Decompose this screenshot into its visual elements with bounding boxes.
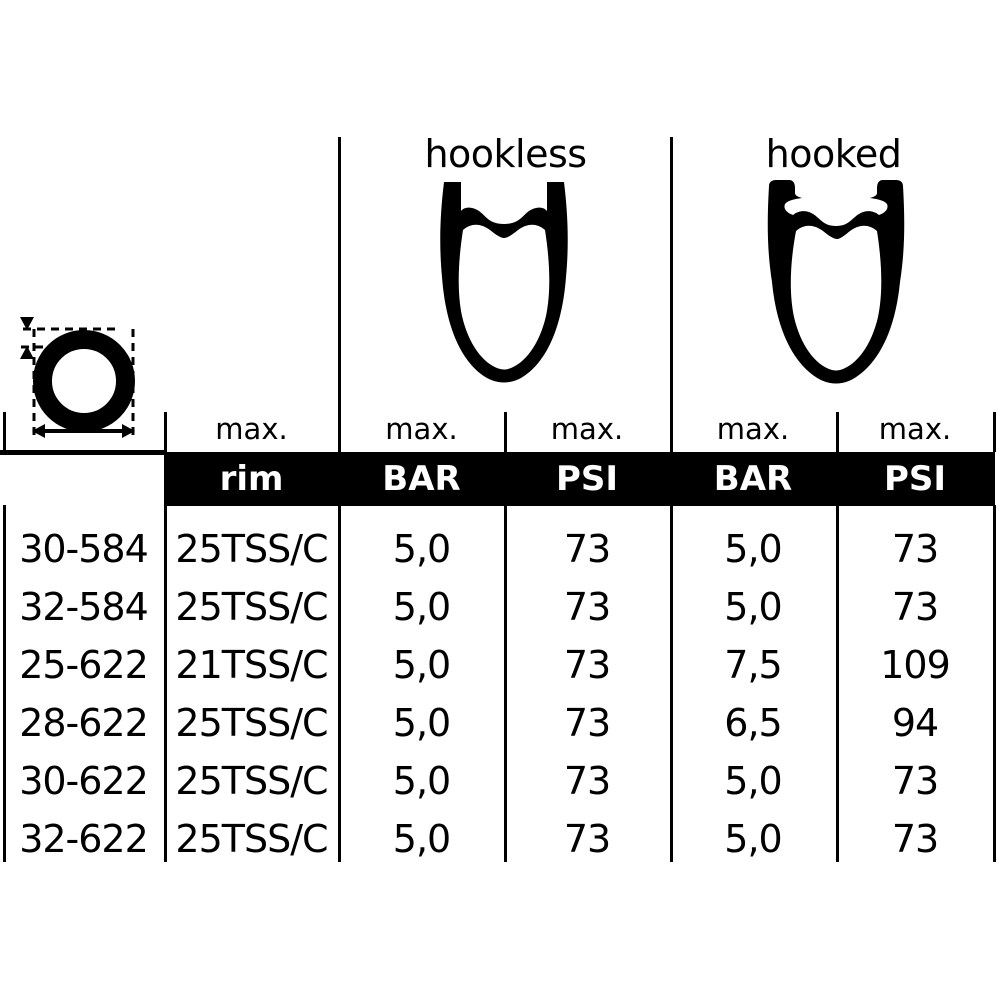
hooked-title: hooked: [765, 132, 902, 176]
hooked-psi-cell: 73: [891, 759, 939, 803]
tire-size-cell: 30-584: [19, 527, 148, 571]
hookless-bar-cell: 5,0: [392, 817, 451, 861]
header-hookless-psi: PSI: [555, 459, 619, 499]
hooked-bar-cell: 5,0: [724, 817, 782, 861]
max-label-hooked-psi: max.: [878, 412, 952, 446]
hooked-psi-cell: 109: [880, 643, 950, 687]
hookless-bar-cell: 5,0: [392, 759, 451, 803]
hooked-psi-cell: 73: [891, 585, 939, 629]
hooked-psi-cell: 94: [891, 701, 939, 745]
tire-size-cell: 32-584: [19, 585, 148, 629]
header-rim: rim: [219, 459, 284, 499]
rim-spec-cell: 21TSS/C: [175, 643, 328, 687]
header-hooked-psi: PSI: [883, 459, 947, 499]
width-arrow-right-head: [122, 424, 135, 438]
first-column-top-rule: [0, 450, 167, 455]
tire-size-cell: 28-622: [19, 701, 148, 745]
header-hooked-bar: BAR: [713, 459, 793, 499]
hookless-bar-cell: 5,0: [392, 585, 451, 629]
max-row-divider-line: [504, 412, 507, 452]
rim-spec-cell: 25TSS/C: [175, 585, 328, 629]
hookless-bar-cell: 5,0: [392, 527, 451, 571]
max-label-hookless-bar: max.: [385, 412, 458, 446]
max-row-divider-line: [164, 412, 167, 452]
max-label-hooked-bar: max.: [716, 412, 790, 446]
max-label-hookless-psi: max.: [550, 412, 624, 446]
tire-size-cell: 32-622: [19, 817, 148, 861]
width-arrow-left-head: [32, 424, 45, 438]
hookless-bar-cell: 5,0: [392, 701, 451, 745]
header-hookless-bar: BAR: [382, 459, 461, 499]
hookless-psi-cell: 73: [563, 701, 611, 745]
hooked-bar-cell: 5,0: [724, 585, 782, 629]
hookless-psi-cell: 73: [563, 817, 611, 861]
hookless-psi-cell: 73: [563, 585, 611, 629]
rim-spec-cell: 25TSS/C: [175, 701, 328, 745]
tire-size-cell: 25-622: [19, 643, 148, 687]
hooked-psi-cell: 73: [891, 527, 939, 571]
hookless-rim-profile-icon: [424, 180, 584, 395]
hooked-bar-cell: 5,0: [724, 759, 782, 803]
hooked-bar-cell: 6,5: [724, 701, 782, 745]
table-right-border-line: [993, 412, 996, 452]
table-left-border-line: [3, 412, 6, 452]
rim-spec-cell: 25TSS/C: [175, 527, 328, 571]
rim-spec-cell: 25TSS/C: [175, 817, 328, 861]
hooked-rim-profile-icon: [756, 180, 916, 395]
hooked-bar-cell: 7,5: [724, 643, 782, 687]
max-row-divider-line: [836, 412, 839, 452]
hooked-psi-cell: 73: [891, 817, 939, 861]
height-marker-down-arrow: [20, 317, 34, 330]
hookless-bar-cell: 5,0: [392, 643, 451, 687]
pressure-table-body: [3, 520, 994, 868]
tire-cross-section-icon: [5, 300, 150, 450]
hookless-psi-cell: 73: [563, 759, 611, 803]
hookless-psi-cell: 73: [563, 527, 611, 571]
hookless-title: hookless: [424, 132, 587, 176]
rim-spec-cell: 25TSS/C: [175, 759, 328, 803]
max-label-rim: max.: [215, 412, 288, 446]
tire-size-cell: 30-622: [19, 759, 148, 803]
hookless-psi-cell: 73: [563, 643, 611, 687]
hooked-bar-cell: 5,0: [724, 527, 782, 571]
